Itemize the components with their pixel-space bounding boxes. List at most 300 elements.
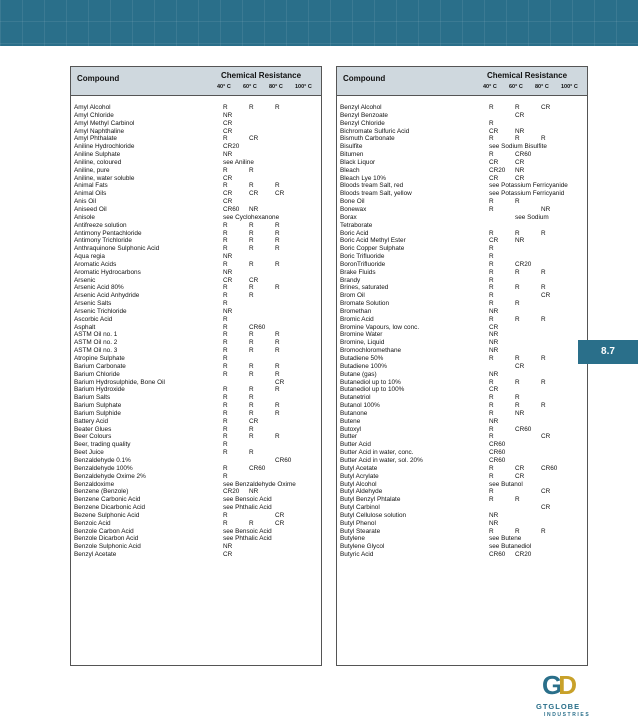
resistance-value: R — [275, 386, 280, 394]
table-row — [337, 151, 587, 159]
resistance-value: R — [249, 362, 254, 370]
compound-name: Butylene Glycol — [340, 543, 385, 551]
table-row — [71, 112, 321, 120]
compound-name: Anthraquinone Sulphonic Acid — [74, 245, 160, 253]
compound-name: Butter — [340, 433, 358, 441]
compound-name: ASTM Oil no. 2 — [74, 339, 118, 347]
resistance-value: R — [541, 527, 546, 535]
resistance-value: R — [223, 284, 228, 292]
resistance-value: NR — [489, 519, 499, 527]
resistance-value: R — [223, 135, 228, 143]
temperature-headers — [217, 84, 321, 90]
compound-name: Bromic Acid — [340, 315, 374, 323]
compound-name: Beater Glues — [74, 425, 112, 433]
resistance-value: R — [223, 433, 228, 441]
compound-name: Anis Oil — [74, 198, 97, 206]
temp-80: 80° C — [269, 84, 283, 90]
table-row — [71, 528, 321, 536]
resistance-value: CR — [541, 488, 551, 496]
resistance-value: CR — [223, 190, 233, 198]
resistance-value: R — [515, 394, 520, 402]
resistance-value: NR — [489, 370, 499, 378]
company-logo — [536, 670, 616, 720]
compound-name: Boric Acid — [340, 229, 369, 237]
resistance-table-left — [70, 66, 322, 666]
resistance-value: R — [223, 417, 228, 425]
resistance-value: R — [223, 464, 228, 472]
resistance-value: R — [249, 331, 254, 339]
resistance-value: R — [489, 409, 494, 417]
resistance-value: R — [223, 409, 228, 417]
temp-60: 60° C — [509, 84, 523, 90]
resistance-reference: see Aniline — [223, 158, 254, 166]
table-row — [337, 292, 587, 300]
resistance-value: R — [223, 362, 228, 370]
resistance-value: CR — [489, 237, 499, 245]
resistance-value: R — [541, 402, 546, 410]
table-row — [337, 520, 587, 528]
chemical-resistance-header: Chemical Resistance — [221, 71, 302, 80]
table-row — [71, 120, 321, 128]
table-row — [337, 339, 587, 347]
compound-name: Benzole Dicarbon Acid — [74, 535, 139, 543]
resistance-value: R — [249, 284, 254, 292]
compound-name: Benzene (Benzole) — [74, 488, 129, 496]
resistance-value: R — [515, 315, 520, 323]
table-row — [337, 410, 587, 418]
compound-name: Bromate Solution — [340, 300, 390, 308]
resistance-value: R — [515, 402, 520, 410]
resistance-value: CR — [223, 551, 233, 559]
table-body — [71, 96, 321, 559]
resistance-value: R — [249, 260, 254, 268]
compound-name: Barium Sulphate — [74, 402, 122, 410]
table-row — [337, 473, 587, 481]
resistance-value: NR — [541, 205, 551, 213]
compound-name: Arsenic Salts — [74, 300, 112, 308]
temperature-headers — [483, 84, 587, 90]
resistance-value: R — [223, 339, 228, 347]
table-row — [71, 449, 321, 457]
compound-name: Beer Colours — [74, 433, 112, 441]
table-row — [337, 441, 587, 449]
compound-name: Butter Acid — [340, 441, 371, 449]
resistance-value: CR60 — [489, 441, 506, 449]
table-row — [337, 347, 587, 355]
table-row — [71, 551, 321, 559]
temp-60: 60° C — [243, 84, 257, 90]
resistance-value: R — [223, 315, 228, 323]
resistance-value: R — [223, 355, 228, 362]
resistance-value: R — [275, 370, 280, 378]
compound-name: Barium Chloride — [74, 370, 120, 378]
compound-name: Bismuth Carbonate — [340, 135, 395, 143]
table-row — [71, 543, 321, 551]
resistance-value: R — [275, 347, 280, 355]
resistance-value: CR — [489, 127, 499, 135]
resistance-value: NR — [223, 543, 233, 551]
resistance-value: R — [249, 433, 254, 441]
resistance-value: R — [223, 221, 228, 229]
compound-name: Butyric Acid — [340, 551, 374, 559]
compound-name: Black Liquor — [340, 158, 376, 166]
resistance-value: R — [541, 229, 546, 237]
resistance-reference: see Potassium Ferricyanide — [489, 182, 568, 190]
resistance-value: CR60 — [489, 551, 506, 559]
table-row — [337, 457, 587, 465]
compound-name: Arsenic Acid 80% — [74, 284, 124, 292]
resistance-value: NR — [515, 409, 525, 417]
compound-name: Beet Juice — [74, 449, 104, 457]
compound-name: Antimony Pentachloride — [74, 229, 142, 237]
resistance-value: CR — [515, 111, 525, 119]
resistance-value: NR — [489, 339, 499, 347]
resistance-value: R — [489, 496, 494, 504]
table-row — [337, 386, 587, 394]
compound-name: Bonewax — [340, 205, 367, 213]
table-row — [337, 167, 587, 175]
table-row — [337, 551, 587, 559]
compound-name: Bromethan — [340, 307, 372, 315]
resistance-value: NR — [489, 511, 499, 519]
compound-name: Battery Acid — [74, 417, 109, 425]
resistance-reference: see Sodium — [515, 213, 549, 221]
compound-name: Amyl Methyl Carbinol — [74, 119, 135, 127]
resistance-value: R — [223, 229, 228, 237]
resistance-value: CR — [489, 323, 499, 331]
resistance-value: R — [489, 253, 494, 261]
table-row — [337, 402, 587, 410]
resistance-value: CR — [489, 174, 499, 182]
resistance-value: R — [249, 394, 254, 402]
resistance-value: CR — [515, 362, 525, 370]
resistance-value: CR — [223, 127, 233, 135]
table-row — [71, 410, 321, 418]
table-row — [71, 198, 321, 206]
table-row — [71, 520, 321, 528]
compound-name: Bloods tream Salt, red — [340, 182, 404, 190]
resistance-value: R — [541, 284, 546, 292]
table-row — [71, 269, 321, 277]
resistance-value: R — [489, 394, 494, 402]
resistance-value: R — [515, 300, 520, 308]
compound-name: Butyl Carbinol — [340, 504, 380, 512]
table-header — [71, 67, 321, 96]
table-row — [337, 112, 587, 120]
compound-name: Antifreeze solution — [74, 221, 127, 229]
compound-name: Bloods tream Salt, yellow — [340, 190, 412, 198]
table-row — [337, 433, 587, 441]
table-row — [337, 394, 587, 402]
resistance-value: CR60 — [275, 456, 292, 464]
resistance-value: R — [489, 284, 494, 292]
table-row — [71, 284, 321, 292]
resistance-value: CR — [249, 276, 259, 284]
table-row — [337, 198, 587, 206]
compound-name: Brom Oil — [340, 292, 365, 300]
table-row — [337, 308, 587, 316]
resistance-value: R — [515, 135, 520, 143]
resistance-value: R — [249, 347, 254, 355]
resistance-value: R — [275, 331, 280, 339]
table-row — [337, 481, 587, 489]
table-row — [337, 528, 587, 536]
compound-name: Bleach — [340, 166, 360, 174]
table-row — [71, 465, 321, 473]
resistance-value: R — [223, 260, 228, 268]
compound-name: Aromatic Hydrocarbons — [74, 268, 141, 276]
compound-name: Bezene Sulphonic Acid — [74, 511, 140, 519]
table-row — [337, 371, 587, 379]
table-row — [337, 230, 587, 238]
resistance-value: R — [249, 245, 254, 253]
compound-name: Bromine Water — [340, 331, 383, 339]
resistance-value: R — [223, 245, 228, 253]
compound-name: Bromine Vapours, low conc. — [340, 323, 420, 331]
temp-40: 40° C — [217, 84, 231, 90]
compound-name: Aniline Sulphate — [74, 151, 121, 159]
resistance-value: R — [489, 464, 494, 472]
resistance-value: R — [275, 339, 280, 347]
table-row — [71, 167, 321, 175]
section-tab: 8.7 — [578, 340, 638, 364]
table-row — [71, 324, 321, 332]
resistance-reference: see Phthalic Acid — [223, 535, 272, 543]
compound-name: Bisulfite — [340, 143, 363, 151]
table-row — [71, 292, 321, 300]
resistance-table-right — [336, 66, 588, 666]
compound-name: Benzaldehyde Oxime 2% — [74, 472, 146, 480]
compound-name: Animal Oils — [74, 190, 107, 198]
table-row — [337, 355, 587, 363]
resistance-value: NR — [223, 111, 233, 119]
resistance-value: CR — [541, 504, 551, 512]
resistance-value: R — [223, 519, 228, 527]
table-row — [337, 104, 587, 112]
compound-name: Borax — [340, 213, 357, 221]
resistance-value: R — [515, 355, 520, 362]
table-row — [71, 159, 321, 167]
resistance-value: CR — [515, 464, 525, 472]
table-row — [71, 206, 321, 214]
resistance-value: R — [223, 394, 228, 402]
resistance-value: R — [223, 472, 228, 480]
resistance-reference: see Bensoic Acid — [223, 496, 272, 504]
resistance-reference: see Bensoic Acid — [223, 527, 272, 535]
resistance-value: CR60 — [249, 464, 266, 472]
resistance-value: NR — [249, 488, 259, 496]
resistance-value: CR — [489, 158, 499, 166]
resistance-value: NR — [515, 166, 525, 174]
compound-name: ASTM Oil no. 3 — [74, 347, 118, 355]
compound-name: Amyl Naphthaline — [74, 127, 125, 135]
resistance-value: R — [541, 315, 546, 323]
resistance-value: R — [541, 268, 546, 276]
compound-name: Aqua regia — [74, 253, 105, 261]
resistance-value: NR — [489, 307, 499, 315]
compound-name: Bone Oil — [340, 198, 365, 206]
compound-name: Aniline, coloured — [74, 158, 122, 166]
resistance-value: R — [275, 245, 280, 253]
resistance-value: CR — [541, 433, 551, 441]
resistance-value: R — [515, 496, 520, 504]
resistance-value: R — [515, 104, 520, 111]
table-row — [71, 135, 321, 143]
resistance-value: NR — [249, 205, 259, 213]
resistance-value: R — [489, 245, 494, 253]
resistance-value: CR60 — [489, 456, 506, 464]
table-row — [71, 261, 321, 269]
resistance-reference: see Butene — [489, 535, 522, 543]
temp-100: 100° C — [295, 84, 312, 90]
resistance-value: R — [223, 370, 228, 378]
resistance-value: R — [275, 104, 280, 111]
table-row — [71, 190, 321, 198]
resistance-value: CR — [249, 417, 259, 425]
table-row — [337, 120, 587, 128]
compound-name: Barium Carbonate — [74, 362, 126, 370]
table-row — [337, 206, 587, 214]
resistance-value: NR — [489, 331, 499, 339]
resistance-value: NR — [223, 151, 233, 159]
compound-name: ASTM Oil no. 1 — [74, 331, 118, 339]
resistance-value: CR — [541, 104, 551, 111]
top-banner — [0, 0, 638, 46]
table-row — [337, 143, 587, 151]
resistance-value: R — [223, 182, 228, 190]
compound-name: Amyl Chloride — [74, 111, 114, 119]
table-row — [337, 426, 587, 434]
table-row — [337, 316, 587, 324]
chemical-resistance-header: Chemical Resistance — [487, 71, 568, 80]
resistance-value: R — [489, 300, 494, 308]
compound-name: Arsenic — [74, 276, 96, 284]
table-row — [71, 371, 321, 379]
compound-name: Butanone — [340, 409, 368, 417]
resistance-value: R — [249, 182, 254, 190]
compound-name: Butyl Phenol — [340, 519, 376, 527]
resistance-value: R — [249, 519, 254, 527]
resistance-reference: see Cyclohexanone — [223, 213, 280, 221]
compound-name: Brandy — [340, 276, 361, 284]
table-row — [71, 237, 321, 245]
compound-name: Bromine, Liquid — [340, 339, 385, 347]
resistance-value: R — [489, 205, 494, 213]
table-header — [337, 67, 587, 96]
compound-name: Aniline Hydrochloride — [74, 143, 135, 151]
resistance-value: R — [489, 104, 494, 111]
resistance-value: R — [515, 527, 520, 535]
resistance-reference: see Butanol — [489, 480, 523, 488]
compound-name: Benzyl Benzoate — [340, 111, 388, 119]
resistance-value: NR — [223, 268, 233, 276]
compound-name: Boric Acid Methyl Ester — [340, 237, 406, 245]
compound-name: Amyl Phthalate — [74, 135, 117, 143]
temp-40: 40° C — [483, 84, 497, 90]
resistance-value: R — [223, 425, 228, 433]
resistance-value: CR — [223, 174, 233, 182]
compound-name: Butyl Alcohol — [340, 480, 377, 488]
logo-subtitle: INDUSTRIES — [544, 712, 591, 718]
table-row — [337, 504, 587, 512]
table-row — [71, 222, 321, 230]
compound-header: Compound — [343, 74, 386, 83]
resistance-value: R — [489, 402, 494, 410]
table-row — [337, 175, 587, 183]
table-row — [337, 543, 587, 551]
resistance-value: R — [489, 425, 494, 433]
compound-name: Butyl Cellulose solution — [340, 511, 407, 519]
compound-name: Bromochloromethane — [340, 347, 402, 355]
resistance-value: R — [249, 339, 254, 347]
table-row — [71, 331, 321, 339]
table-row — [337, 222, 587, 230]
resistance-value: CR — [249, 190, 259, 198]
table-row — [71, 230, 321, 238]
compound-name: Aromatic Acids — [74, 260, 117, 268]
table-row — [71, 214, 321, 222]
resistance-value: R — [249, 166, 254, 174]
table-row — [71, 316, 321, 324]
table-row — [71, 355, 321, 363]
table-row — [71, 433, 321, 441]
compound-name: Tetraborate — [340, 221, 373, 229]
table-row — [71, 253, 321, 261]
resistance-reference: see Sodium Bisulfite — [489, 143, 547, 151]
resistance-value: R — [223, 511, 228, 519]
resistance-reference: see Butanediol — [489, 543, 532, 551]
resistance-value: R — [223, 402, 228, 410]
resistance-value: R — [489, 151, 494, 159]
resistance-value: R — [249, 386, 254, 394]
table-row — [71, 339, 321, 347]
table-row — [337, 449, 587, 457]
compound-name: BoronTrifluoride — [340, 260, 386, 268]
resistance-value: R — [489, 198, 494, 206]
table-row — [71, 182, 321, 190]
resistance-value: CR — [515, 174, 525, 182]
resistance-value: CR — [249, 135, 259, 143]
compound-name: Barium Hydroxide — [74, 386, 125, 394]
resistance-value: NR — [223, 307, 233, 315]
resistance-value: R — [249, 104, 254, 111]
resistance-value: R — [275, 402, 280, 410]
resistance-value: R — [249, 409, 254, 417]
table-row — [337, 182, 587, 190]
compound-name: Butyl Aldehyde — [340, 488, 383, 496]
table-row — [337, 253, 587, 261]
compound-name: Bleach Lye 10% — [340, 174, 386, 182]
resistance-value: CR — [541, 292, 551, 300]
table-row — [71, 402, 321, 410]
compound-name: Benzyl Acetate — [74, 551, 117, 559]
resistance-reference: see Phthalic Acid — [223, 504, 272, 512]
table-row — [71, 512, 321, 520]
compound-name: Butyl Stearate — [340, 527, 381, 535]
compound-name: Benzole Carbon Acid — [74, 527, 134, 535]
compound-name: Butanetriol — [340, 394, 371, 402]
resistance-value: R — [249, 425, 254, 433]
compound-name: Butoxyl — [340, 425, 361, 433]
resistance-value: R — [223, 237, 228, 245]
resistance-value: CR — [275, 519, 285, 527]
resistance-value: R — [489, 119, 494, 127]
table-row — [337, 128, 587, 136]
table-row — [71, 481, 321, 489]
table-row — [337, 496, 587, 504]
compound-name: Ascorbic Acid — [74, 315, 113, 323]
compound-name: Barium Sulphide — [74, 409, 121, 417]
